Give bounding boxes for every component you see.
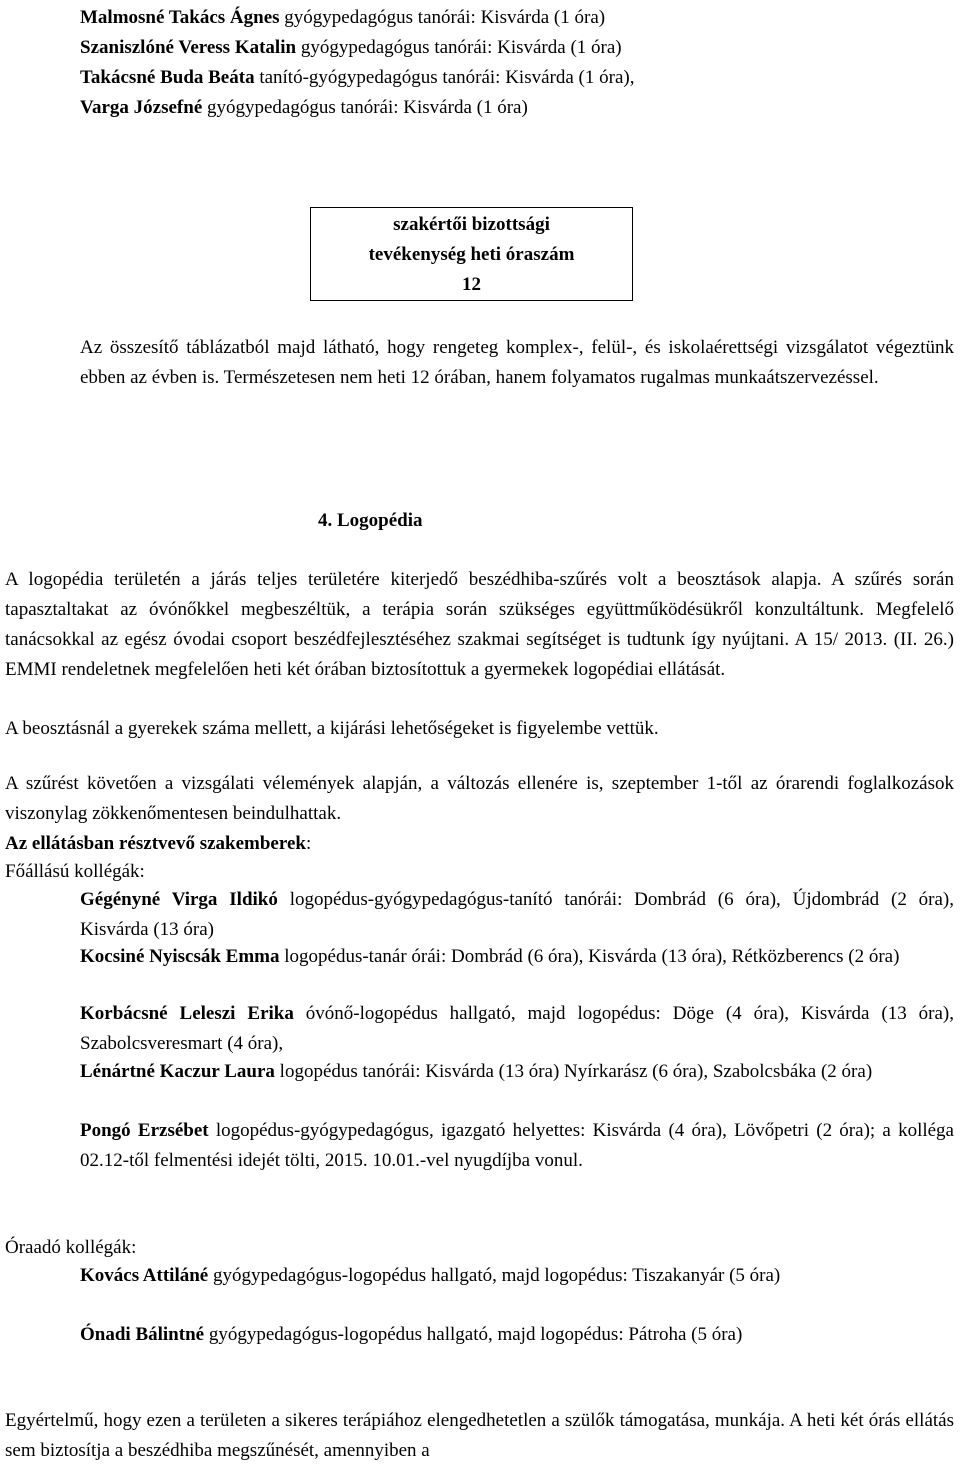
staff-name: Szaniszlóné Veress Katalin <box>80 37 297 58</box>
staff-detail: tanító-gyógypedagógus tanórái: Kisvárda (1 óra), <box>254 67 635 88</box>
staff-detail: óvónő-logopédus hallgató, majd logopédus: Döge (4 óra), Kisvárda (13 óra), Szabolcsveresmart (4 óra), <box>80 1003 954 1054</box>
logopedia-paragraph: A logopédia területén a járás teljes területére kiterjedő beszédhiba-szűrés volt a beosztások alapja. A szűrés során tapasztaltakat az óvónőkkel megbeszéltük, a terápia során szükséges együttműködésükről konzultáltunk. Megfelelő tanácsokkal az egész óvodai csoport beszédfejlesztéséhez szakmai segítséget is tudtunk így nyújtani. A 15/ 2013. (II. 26.) EMMI rendeletnek megfelelően heti két órában biztosítottuk a gyermekek logopédiai ellátását. <box>5 569 954 680</box>
fulltime-entry <box>80 885 954 945</box>
staff-entry <box>80 63 940 93</box>
staff-detail: logopédus-gyógypedagógus-tanító tanórái: Dombrád (6 óra), Újdombrád (2 óra), Kisvárda (13 óra) <box>80 889 954 940</box>
staff-name: Pongó Erzsébet <box>80 1120 209 1141</box>
hours-box <box>310 207 633 301</box>
summary-paragraph: Az összesítő táblázatból majd látható, hogy rengeteg komplex-, felül-, és iskolaérettségi vizsgálatot végeztünk ebben az évben is. Természetesen nem heti 12 órában, hanem folyamatos rugalmas munkaátszervezéssel. <box>80 337 954 388</box>
hourly-entry <box>5 1320 954 1350</box>
support-paragraph: Egyértelmű, hogy ezen a területen a sikeres terápiához elengedhetetlen a szülők támogatása, munkája. A heti két órás ellátás sem biztosítja a beszédhiba megszűnését, amennyiben a <box>5 1410 954 1461</box>
hourly-label: Óraadó kollégák: <box>5 1237 137 1258</box>
staff-detail: gyógypedagógus tanórái: Kisvárda (1 óra) <box>296 37 622 58</box>
staff-name: Korbácsné Leleszi Erika <box>80 1003 294 1024</box>
fulltime-entry <box>80 999 954 1059</box>
fulltime-entry <box>80 1116 954 1176</box>
staff-name: Kovács Attiláné <box>80 1265 209 1286</box>
fulltime-entry <box>80 1057 954 1087</box>
screening-paragraph: A szűrést követően a vizsgálati vélemények alapján, a változás ellenére is, szeptember 1-től az órarendi foglalkozások viszonylag zökkenőmentesen beindulhattak. <box>5 773 954 824</box>
staff-detail: gyógypedagógus-logopédus hallgató, majd logopédus: Pátroha (5 óra) <box>204 1324 743 1345</box>
staff-entry <box>80 33 940 63</box>
fulltime-label: Főállású kollégák: <box>5 861 145 882</box>
fulltime-entry <box>80 942 954 972</box>
assignment-paragraph: A beosztásnál a gyerekek száma mellett, a kijárási lehetőségeket is figyelembe vettük. <box>5 718 659 739</box>
staff-name: Malmosné Takács Ágnes <box>80 7 280 28</box>
staff-name: Gégényné Virga Ildikó <box>80 889 278 910</box>
staff-detail: gyógypedagógus tanórái: Kisvárda (1 óra) <box>202 97 528 118</box>
box-title-line2: tevékenység heti óraszám <box>368 244 575 265</box>
box-title-line1: szakértői bizottsági <box>393 214 550 235</box>
staff-detail: gyógypedagógus-logopédus hallgató, majd logopédus: Tiszakanyár (5 óra) <box>208 1265 781 1286</box>
staff-name: Kocsiné Nyiscsák Emma <box>80 946 280 967</box>
staff-entry <box>80 93 940 123</box>
staff-name: Ónadi Bálintné <box>80 1324 205 1345</box>
staff-detail: logopédus-tanár órái: Dombrád (6 óra), Kisvárda (13 óra), Rétközberencs (2 óra) <box>279 946 900 967</box>
participants-heading-text: Az ellátásban résztvevő szakemberek <box>5 833 306 854</box>
staff-detail: logopédus-gyógypedagógus, igazgató helyettes: Kisvárda (4 óra), Lövőpetri (2 óra); a kolléga 02.12-től felmentési idejét tölti, 2015. 10.01.-vel nyugdíjba vonul. <box>80 1120 954 1171</box>
staff-detail: gyógypedagógus tanórái: Kisvárda (1 óra) <box>279 7 606 28</box>
staff-name: Takácsné Buda Beáta <box>80 67 255 88</box>
staff-top-list <box>80 3 940 123</box>
participants-heading-colon: : <box>305 833 312 854</box>
box-value: 12 <box>462 274 481 295</box>
staff-name: Varga Józsefné <box>80 97 203 118</box>
section-heading: 4. Logopédia <box>318 510 423 531</box>
participants-heading <box>5 829 311 859</box>
hourly-entry <box>5 1261 954 1291</box>
staff-detail: logopédus tanórái: Kisvárda (13 óra) Nyírkarász (6 óra), Szabolcsbáka (2 óra) <box>274 1061 873 1082</box>
staff-name: Lénártné Kaczur Laura <box>80 1061 275 1082</box>
staff-entry <box>80 3 940 33</box>
